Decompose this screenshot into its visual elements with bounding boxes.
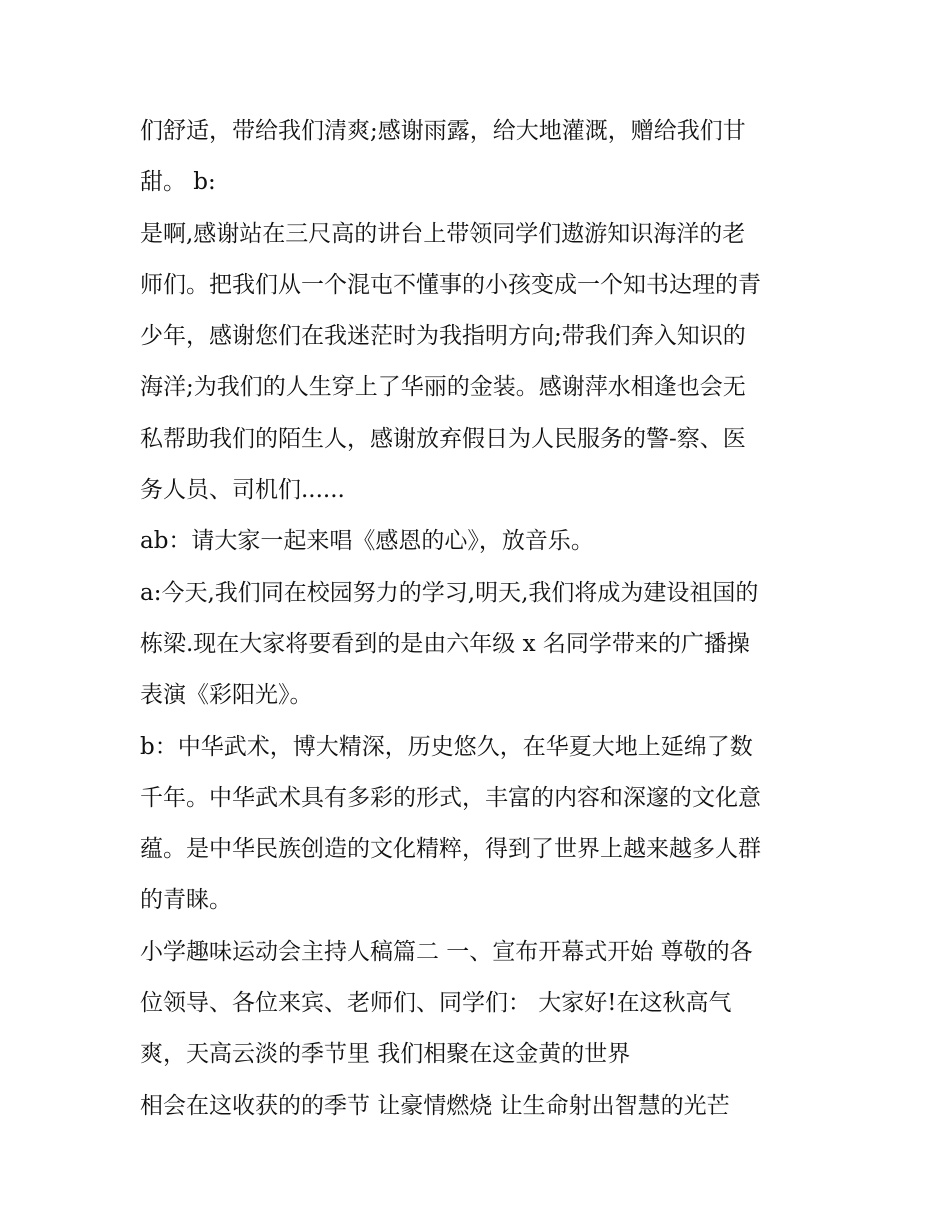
text-line: 务人员、司机们...... bbox=[140, 477, 345, 504]
text-line: 位领导、各位来宾、老师们、同学们： 大家好!在这秋高气 bbox=[140, 990, 732, 1017]
text-line: 甜。 b: bbox=[140, 169, 216, 196]
text-line: b：中华武术，博大精深，历史悠久，在华夏大地上延绵了数 bbox=[140, 733, 753, 760]
text-line: 的青睐。 bbox=[140, 887, 232, 914]
text-line: 私帮助我们的陌生人，感谢放弃假日为人民服务的警-察、医 bbox=[140, 425, 746, 452]
text-line: 少年，感谢您们在我迷茫时为我指明方向;带我们奔入知识的 bbox=[140, 323, 746, 350]
text-line: 师们。把我们从一个混屯不懂事的小孩变成一个知书达理的青 bbox=[140, 271, 761, 298]
text-line: 栋梁.现在大家将要看到的是由六年级 x 名同学带来的广播操 bbox=[140, 630, 750, 657]
text-line: 小学趣味运动会主持人稿篇二 一、宣布开幕式开始 尊敬的各 bbox=[140, 938, 753, 965]
text-line: 表演《彩阳光》。 bbox=[140, 682, 313, 709]
text-line: 们舒适，带给我们清爽;感谢雨露，给大地灌溉，赠给我们甘 bbox=[140, 118, 746, 144]
text-line: 千年。中华武术具有多彩的形式，丰富的内容和深邃的文化意 bbox=[140, 784, 761, 811]
document-body bbox=[140, 106, 820, 1132]
text-line: 相会在这收获的的季节 让豪情燃烧 让生命射出智慧的光芒 bbox=[140, 1092, 730, 1119]
text-line: 海洋;为我们的人生穿上了华丽的金装。感谢萍水相逢也会无 bbox=[140, 374, 746, 401]
text-line: 是啊,感谢站在三尺高的讲台上带领同学们遨游知识海洋的老 bbox=[140, 220, 746, 247]
text-line: a:今天,我们同在校园努力的学习,明天,我们将成为建设祖国的 bbox=[140, 579, 759, 606]
text-line: ab：请大家一起来唱《感恩的心》，放音乐。 bbox=[140, 528, 594, 555]
text-line: 爽，天高云淡的季节里 我们相聚在这金黄的世界 bbox=[140, 1041, 631, 1068]
text-line: 蕴。是中华民族创造的文化精粹，得到了世界上越来越多人群 bbox=[140, 836, 761, 863]
